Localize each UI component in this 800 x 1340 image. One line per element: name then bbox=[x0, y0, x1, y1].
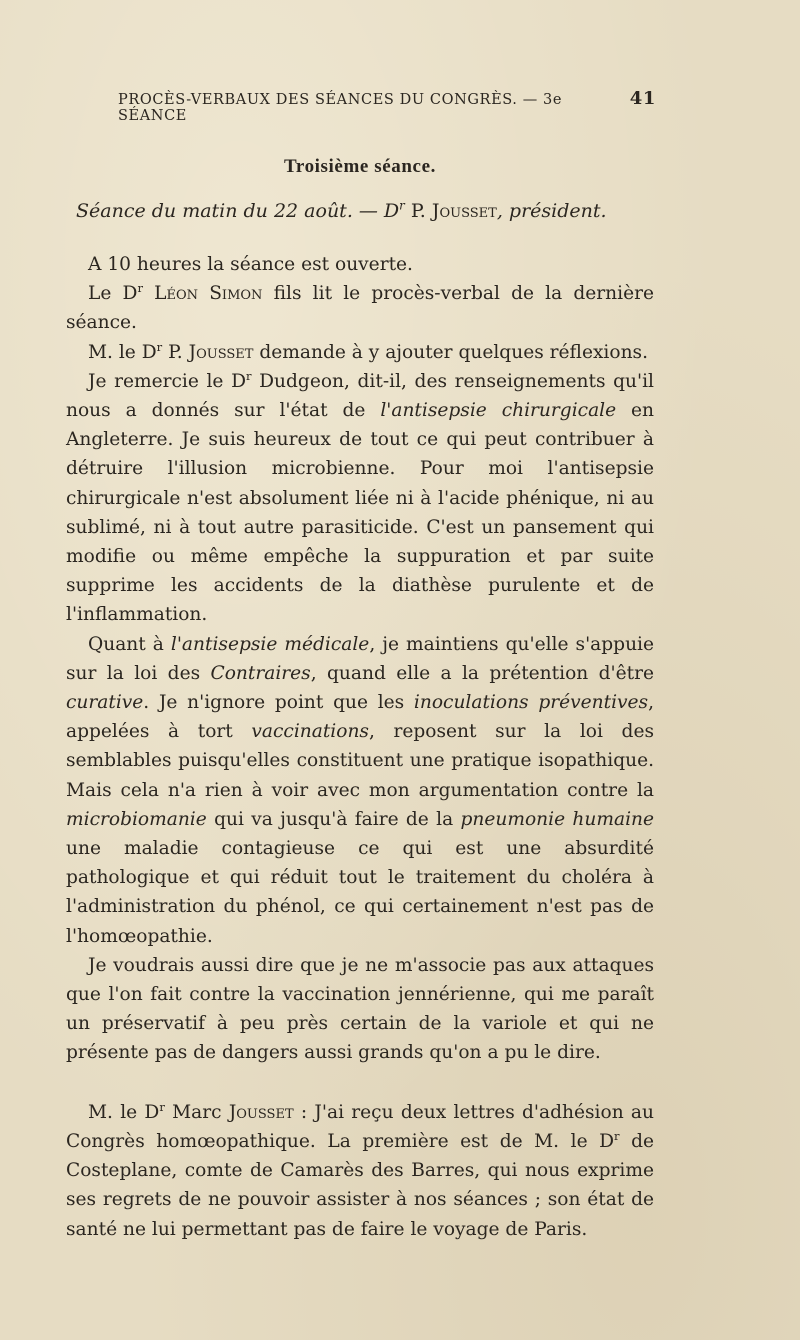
text-run: : J'ai reçu deux lettres d'adhésion au Congrès homœopathique. La première est de M. le D bbox=[66, 1101, 654, 1152]
italic-term: curative bbox=[66, 692, 144, 714]
running-head bbox=[118, 88, 656, 124]
session-dr-sup: r bbox=[399, 198, 405, 213]
text-run: Je remercie le D bbox=[88, 370, 246, 392]
text-run: fils lit le procès-verbal de la dernière séance. bbox=[66, 283, 654, 334]
superscript: r bbox=[614, 1128, 620, 1143]
page-number: 41 bbox=[629, 88, 656, 109]
text-run: Le D bbox=[88, 283, 138, 305]
text-run: Dudgeon, dit-il, des renseignements qu'il nous a donnés sur l'état de bbox=[66, 370, 655, 422]
text-run: , appelées à tort bbox=[66, 692, 654, 743]
paragraph-antisepsie-medicale bbox=[66, 630, 654, 951]
italic-term: l'antisepsie médicale bbox=[170, 633, 370, 655]
paragraph-proces-verbal bbox=[66, 279, 654, 337]
book-page bbox=[66, 88, 654, 1244]
session-suffix: , président. bbox=[496, 200, 607, 222]
italic-term: pneumonie humaine bbox=[460, 808, 654, 830]
superscript: r bbox=[159, 1099, 165, 1114]
session-line bbox=[76, 200, 654, 236]
superscript: r bbox=[156, 339, 163, 354]
text-run: demande à y ajouter quelques réflexions. bbox=[253, 341, 648, 363]
section-title: Troisième séance. bbox=[284, 156, 436, 177]
text-run: qui va jusqu'à faire de la bbox=[206, 808, 461, 830]
session-president-name: Jousset bbox=[431, 200, 497, 222]
person-name: Léon Simon bbox=[142, 283, 263, 305]
person-name: Jousset bbox=[188, 341, 254, 363]
body-text bbox=[66, 250, 654, 1244]
italic-term: Contraires bbox=[210, 662, 311, 684]
italic-term: vaccinations bbox=[251, 721, 369, 743]
italic-term: microbiomanie bbox=[66, 808, 207, 830]
text-run: , je maintiens qu'elle s'appuie sur la loi des bbox=[66, 633, 654, 684]
superscript: r bbox=[137, 281, 143, 296]
text-run: . Je n'ignore point que les bbox=[143, 692, 414, 714]
text-run: , quand elle a la prétention d'être bbox=[310, 662, 654, 684]
text-run: en Angleterre. Je suis heureux de tout ce qui peut contribuer à détruire l'illusion microbienne. Pour moi l'antisepsie chirurgicale n'est absolument liée ni à l'acide phénique, ni au sublimé, ni à tout autre parasiticide. C'est un pansement qui modifie ou même empêche la suppuration et par suite supprime les accidents de la diathèse purulente et de l'inflammation. bbox=[66, 400, 655, 626]
text-run: M. le D bbox=[88, 341, 157, 363]
text-run: de Costeplane, comte de Camarès des Barres, qui nous exprime ses regrets de ne pouvoir assister à nos séances ; son état de santé ne lui permettant pas de faire le voyage de Paris. bbox=[66, 1130, 654, 1240]
paragraph-vaccination: Je voudrais aussi dire que je ne m'associe pas aux attaques que l'on fait contre la vaccination jennérienne, qui me paraît un préservatif à peu près certain de la variole et qui ne présente pas de dangers aussi grands qu'on a pu le dire. bbox=[66, 954, 654, 1064]
italic-term: l'antisepsie chirurgicale bbox=[380, 400, 617, 422]
running-head-title: PROCÈS-VERBAUX DES SÉANCES DU CONGRÈS. — 3e SÉANCE bbox=[118, 92, 563, 124]
person-name: Jousset bbox=[228, 1101, 294, 1123]
paragraph-antisepsie-chirurgicale bbox=[66, 367, 654, 630]
superscript: r bbox=[245, 368, 252, 383]
text-run: , reposent sur la loi des semblables puisqu'elles constituent une pratique isopathique. Mais cela n'a rien à voir avec mon argumentation contre la bbox=[66, 721, 655, 801]
text-run: une maladie contagieuse ce qui est une absurdité pathologique et qui réduit tout le traitement du choléra à l'administration du phénol, ce qui certainement n'est pas de l'homœopathie. bbox=[66, 838, 654, 947]
paragraph-opening: A 10 heures la séance est ouverte. bbox=[88, 254, 413, 275]
text-run: P. bbox=[162, 341, 189, 363]
paragraph-adhesion-letters bbox=[66, 1098, 654, 1244]
paragraph-jousset-request bbox=[66, 338, 654, 367]
text-run: Quant à bbox=[88, 633, 171, 655]
text-run: Marc bbox=[164, 1101, 229, 1123]
text-run: M. le D bbox=[88, 1101, 160, 1123]
session-initial: P. bbox=[404, 200, 432, 222]
session-prefix: Séance du matin du 22 août. — D bbox=[76, 200, 400, 222]
italic-term: inoculations préventives bbox=[413, 692, 649, 714]
